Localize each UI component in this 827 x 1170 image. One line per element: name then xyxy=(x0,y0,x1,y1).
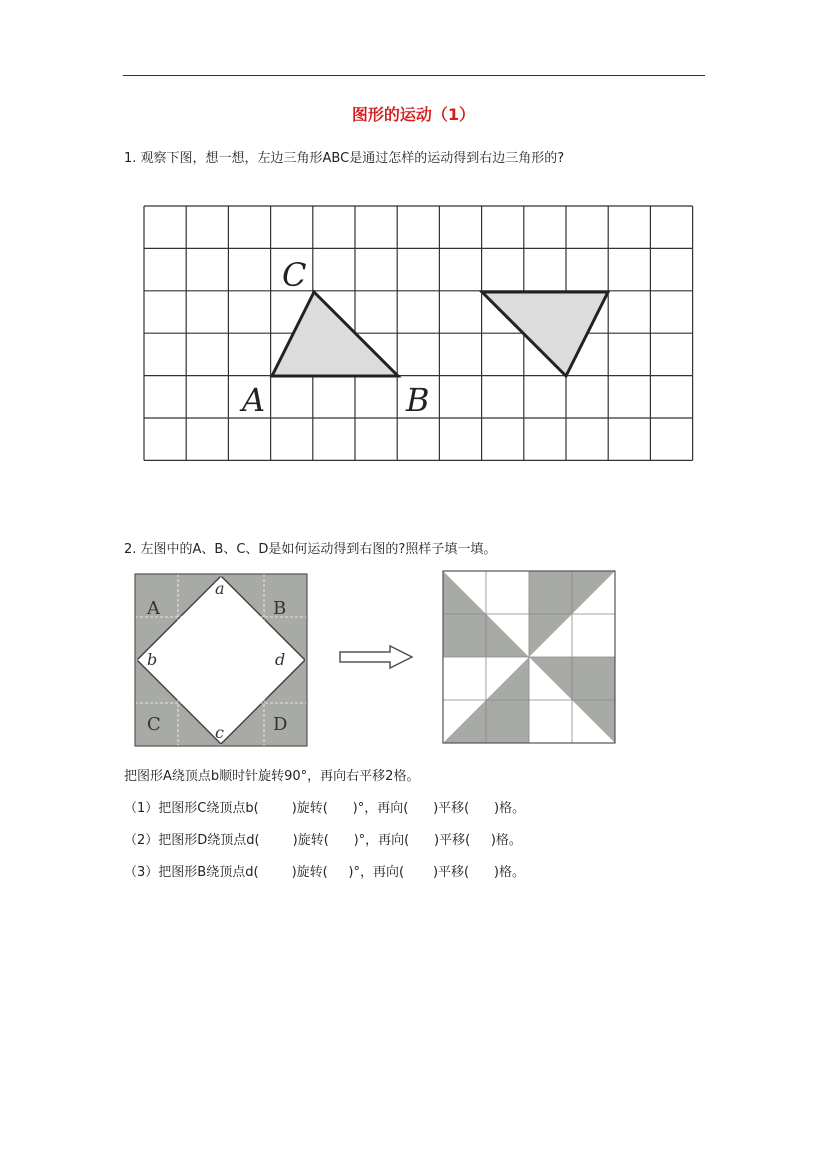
label-small-d: d xyxy=(275,650,286,669)
top-rule xyxy=(123,75,705,76)
label-small-a: a xyxy=(215,579,225,598)
rotated-triangle xyxy=(482,292,608,376)
question-2-right-figure xyxy=(443,571,615,743)
question-1-text: 1. 观察下图，想一想，左边三角形ABC是通过怎样的运动得到右边三角形的? xyxy=(124,151,565,166)
label-small-c: c xyxy=(215,723,224,742)
fill-in-item-2: （2）把图形D绕顶点d( )旋转( )°，再向( )平移( )格。 xyxy=(124,833,522,848)
label-a: A xyxy=(242,381,266,419)
label-small-b: b xyxy=(147,650,158,669)
label-b: B xyxy=(406,381,430,419)
page-title: 图形的运动（1） xyxy=(351,105,476,124)
label-big-a: A xyxy=(147,598,160,619)
fill-in-item-3: （3）把图形B绕顶点d( )旋转( )°，再向( )平移( )格。 xyxy=(124,865,525,880)
right-arrow-icon xyxy=(338,645,414,669)
question-1-grid-figure xyxy=(144,206,696,464)
triangle-abc xyxy=(272,292,398,376)
label-big-d: D xyxy=(273,714,288,735)
example-sentence: 把图形A绕顶点b顺时针旋转90°，再向右平移2格。 xyxy=(124,769,420,784)
label-big-b: B xyxy=(273,598,287,619)
question-2-text: 2. 左图中的A、B、C、D是如何运动得到右图的?照样子填一填。 xyxy=(124,542,497,557)
label-big-c: C xyxy=(147,714,161,735)
label-c: C xyxy=(282,256,307,294)
question-2-left-figure xyxy=(135,574,307,746)
fill-in-item-1: （1）把图形C绕顶点b( )旋转( )°，再向( )平移( )格。 xyxy=(124,801,526,816)
